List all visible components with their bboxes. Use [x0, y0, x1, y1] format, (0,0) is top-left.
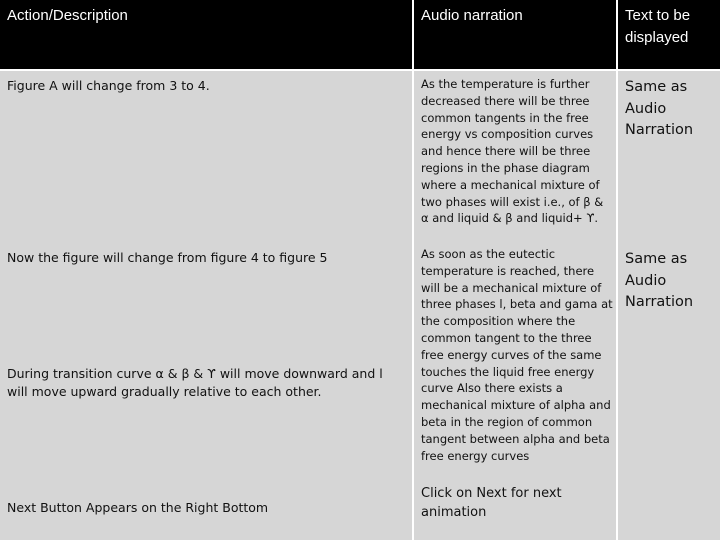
row-1-audio: As the temperature is further decreased there will be three common tangents in the free energy vs composition curves and hence there will be three regions in the phase diagram where a mechanical mixture of two phases will exist i.e., of β & α and liquid & β and liquid+ ϒ.	[421, 77, 604, 226]
row-3-audio: Click on Next for next animation	[421, 486, 562, 520]
header-cell-display	[618, 0, 720, 71]
header-divider	[0, 69, 720, 71]
row-2-audio: As soon as the eutectic temperature is reached, there will be a mechanical mixture of three phases l, beta and gama at the composition where the common tangent to the three free energy curves of the same touches the liquid free energy curve Also there exists a mechanical mixture of alpha and beta in the region of common tangent between alpha and beta free energy curves	[421, 247, 613, 463]
column-divider	[412, 0, 414, 540]
header-action-label: Action/Description	[7, 7, 128, 24]
row-2-action-transition: During transition curve α & β & ϒ will move downward and l will move upward gradually relative to each other.	[7, 366, 383, 399]
column-divider	[616, 0, 618, 540]
header-cell-action	[0, 0, 412, 71]
header-audio-label: Audio narration	[421, 7, 523, 24]
action-column	[0, 71, 412, 540]
row-1-action: Figure A will change from 3 to 4.	[7, 78, 210, 93]
row-2-action: Now the figure will change from figure 4 to figure 5	[7, 250, 328, 265]
header-display-label: Text to be displayed	[625, 7, 691, 46]
row-3-action: Next Button Appears on the Right Bottom	[7, 500, 269, 515]
row-1-display: Same as Audio Narration	[625, 79, 694, 138]
row-2-display: Same as Audio Narration	[625, 251, 694, 310]
header-cell-audio	[414, 0, 616, 71]
